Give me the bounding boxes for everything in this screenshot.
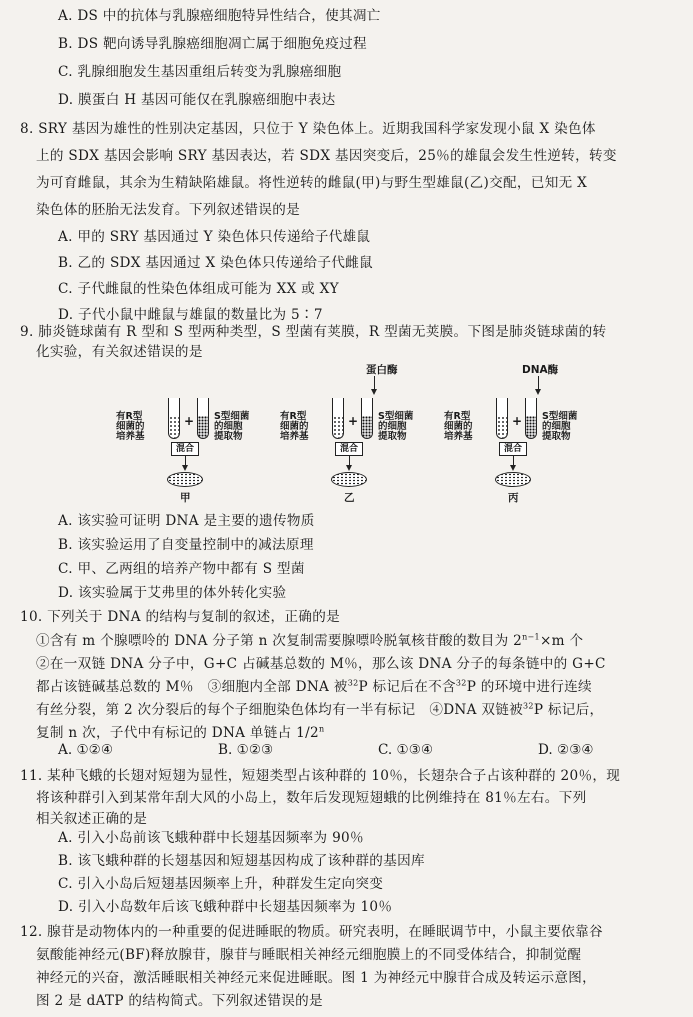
- r-medium-label-2: 细菌的: [280, 421, 309, 432]
- q10-line5-exponent: n: [318, 724, 325, 734]
- plus-sign: +: [348, 414, 359, 428]
- prev-option-c: C. 乳腺细胞发生基因重组后转变为乳腺癌细胞: [58, 64, 342, 80]
- caption-yi: 乙: [344, 492, 355, 504]
- q9-stem-line-2: 化实验，有关叙述错误的是: [36, 344, 203, 360]
- q10-statement-2: ②在一双链 DNA 分子中，G+C 占碱基总数的 M％，那么该 DNA 分子的每条链中的 G+C: [36, 656, 606, 672]
- q8-option-c: C. 子代雌鼠的性染色体组成可能为 XX 或 XY: [58, 281, 339, 297]
- prev-option-b: B. DS 靶向诱导乳腺癌细胞凋亡属于细胞免疫过程: [58, 36, 367, 52]
- q10-statement-3: [36, 677, 592, 697]
- s-extract-label-2: 的细胞: [542, 421, 571, 432]
- plus-sign: +: [184, 414, 195, 428]
- q10-line3-tail: P 的环境中进行连续: [466, 679, 592, 695]
- q11-option-c: C. 引入小岛后短翅基因频率上升，种群发生定向突变: [58, 876, 384, 892]
- enzyme-arrow-head: [535, 389, 541, 395]
- experiment-bing: [438, 362, 588, 512]
- q10-line5-text: 复制 n 次，子代中有标记的 DNA 单链占 1/2: [36, 725, 319, 741]
- q12-stem-line-3: 神经元的兴奋，激活睡眠相关神经元来促进睡眠。图 1 为神经元中腺苷合成及转运示意图，: [36, 970, 597, 986]
- q10-line1-text: ①含有 m 个腺嘌呤的 DNA 分子第 n 次复制需要腺嘌呤脱氧核苷酸的数目为 2: [36, 633, 523, 649]
- q9-option-a: A. 该实验可证明 DNA 是主要的遗传物质: [58, 513, 315, 529]
- q10-line3-isotope-1: 32: [347, 678, 359, 688]
- caption-jia: 甲: [180, 492, 191, 504]
- s-extract-tube: [197, 398, 209, 439]
- q10-statement-4: [36, 700, 603, 720]
- q10-line4-isotope: 32: [523, 701, 534, 711]
- r-medium-label-3: 培养基: [116, 431, 145, 442]
- q8-stem-line-4: 染色体的胚胎无法发育。下列叙述错误的是: [36, 202, 300, 218]
- q10-line4-text: 有丝分裂，第 2 次分裂后的每个子细胞染色体均有一半有标记 ④DNA 双链被: [36, 702, 524, 718]
- q9-option-d: D. 该实验属于艾弗里的体外转化实验: [58, 585, 287, 601]
- q10-choice-b: B. ①②③: [218, 742, 274, 758]
- s-extract-label-2: 的细胞: [378, 421, 407, 432]
- q10-choice-c: C. ①③④: [378, 742, 434, 758]
- arrow-head: [182, 465, 188, 471]
- q8-stem-line-1: 8. SRY 基因为雄性的性别决定基因，只位于 Y 染色体上。近期我国科学家发现小鼠 X 染色体: [20, 121, 596, 137]
- r-medium-tube: [332, 398, 344, 439]
- q11-stem-line-3: 相关叙述正确的是: [36, 811, 148, 827]
- q11-option-a: A. 引入小岛前该飞蛾种群中长翅基因频率为 90％: [58, 830, 364, 846]
- r-medium-label-2: 细菌的: [444, 421, 473, 432]
- s-extract-label-3: 提取物: [378, 431, 407, 442]
- s-extract-label-3: 提取物: [542, 431, 571, 442]
- arrow-head: [346, 465, 352, 471]
- mix-box: 混合: [499, 442, 527, 456]
- enzyme-arrow-head: [371, 389, 377, 395]
- r-medium-label-1: 有R型: [280, 411, 307, 422]
- q11-option-b: B. 该飞蛾种群的长翅基因和短翅基因构成了该种群的基因库: [58, 853, 425, 869]
- prev-option-d: D. 膜蛋白 H 基因可能仅在乳腺癌细胞中表达: [58, 92, 336, 108]
- q8-stem-line-3: 为可育雌鼠，其余为生精缺陷雄鼠。将性逆转的雌鼠(甲)与野生型雄鼠(乙)交配，已知无 X: [36, 175, 588, 191]
- q11-stem-line-1: 11. 某种飞蛾的长翅对短翅为显性，短翅类型占该种群的 10％，长翅杂合子占该种群的 20％，现: [20, 768, 621, 784]
- s-extract-label-3: 提取物: [214, 431, 243, 442]
- q12-stem-line-2: 氨酸能神经元(BF)释放腺苷，腺苷与睡眠相关神经元细胞膜上的不同受体结合，抑制觉醒: [36, 947, 582, 963]
- q10-choice-a: A. ①②④: [58, 742, 114, 758]
- q12-stem-line-1: 12. 腺苷是动物体内的一种重要的促进睡眠的物质。研究表明，在睡眠调节中，小鼠主要依靠谷: [20, 924, 603, 940]
- q10-line1-tail: ×m 个: [539, 633, 584, 649]
- experiment-jia: [110, 362, 260, 512]
- petri-dish: [495, 472, 531, 487]
- q9-option-b: B. 该实验运用了自变量控制中的减法原理: [58, 537, 314, 553]
- s-extract-label-1: S型细菌: [378, 411, 414, 422]
- q12-stem-line-4: 图 2 是 dATP 的结构简式。下列叙述错误的是: [36, 993, 323, 1009]
- q10-line1-exponent: n−1: [522, 632, 540, 642]
- r-medium-label-1: 有R型: [116, 411, 143, 422]
- s-extract-label-1: S型细菌: [214, 411, 250, 422]
- s-extract-tube: [361, 398, 373, 439]
- mix-box: 混合: [171, 442, 199, 456]
- r-medium-label-3: 培养基: [280, 431, 309, 442]
- dnase-label: DNA酶: [522, 364, 559, 376]
- prev-option-a: A. DS 中的抗体与乳腺癌细胞特异性结合，使其凋亡: [58, 8, 381, 24]
- petri-dish: [331, 472, 367, 487]
- petri-dish: [167, 472, 203, 487]
- q10-stem: 10. 下列关于 DNA 的结构与复制的叙述，正确的是: [20, 609, 340, 625]
- r-medium-label-3: 培养基: [444, 431, 473, 442]
- experiment-yi: [274, 362, 424, 512]
- mix-box: 混合: [335, 442, 363, 456]
- q8-stem-line-2: 上的 SDX 基因会影响 SRY 基因表达，若 SDX 基因突变后，25％的雄鼠会发生性逆转，转变: [36, 148, 617, 164]
- q10-choice-d: D. ②③④: [538, 742, 594, 758]
- q11-option-d: D. 引入小岛数年后该飞蛾种群中长翅基因频率为 10％: [58, 899, 393, 915]
- plus-sign: +: [512, 414, 523, 428]
- enzyme-arrow-line: [374, 376, 375, 390]
- enzyme-arrow-line: [538, 376, 539, 390]
- q10-statement-1: [36, 631, 583, 651]
- q9-stem-line-1: 9. 肺炎链球菌有 R 型和 S 型两种类型，S 型菌有荚膜，R 型菌无荚膜。下图是肺炎链球菌的转: [20, 324, 607, 340]
- transformation-experiment-figure: [110, 362, 590, 512]
- q9-option-c: C. 甲、乙两组的培养产物中都有 S 型菌: [58, 561, 305, 577]
- s-extract-label-1: S型细菌: [542, 411, 578, 422]
- r-medium-label-2: 细菌的: [116, 421, 145, 432]
- q11-stem-line-2: 将该种群引入到某常年刮大风的小岛上，数年后发现短翅蛾的比例维持在 81％左右。下列: [36, 790, 587, 806]
- q8-option-b: B. 乙的 SDX 基因通过 X 染色体只传递给子代雌鼠: [58, 255, 373, 271]
- r-medium-label-1: 有R型: [444, 411, 471, 422]
- protease-label: 蛋白酶: [366, 364, 398, 376]
- arrow-head: [510, 465, 516, 471]
- s-extract-tube: [525, 398, 537, 439]
- q10-line3-text: 都占该链碱基总数的 M％ ③细胞内全部 DNA 被: [36, 679, 348, 695]
- q10-line3-isotope-2: 32: [455, 678, 467, 688]
- r-medium-tube: [496, 398, 508, 439]
- q10-line3-mid: P 标记后在不含: [358, 679, 456, 695]
- q8-option-a: A. 甲的 SRY 基因通过 Y 染色体只传递给子代雄鼠: [58, 229, 371, 245]
- q10-line4-tail: P 标记后，: [533, 702, 604, 718]
- s-extract-label-2: 的细胞: [214, 421, 243, 432]
- r-medium-tube: [168, 398, 180, 439]
- caption-bing: 丙: [508, 492, 519, 504]
- q8-option-d: D. 子代小鼠中雌鼠与雄鼠的数量比为 5∶7: [58, 307, 323, 323]
